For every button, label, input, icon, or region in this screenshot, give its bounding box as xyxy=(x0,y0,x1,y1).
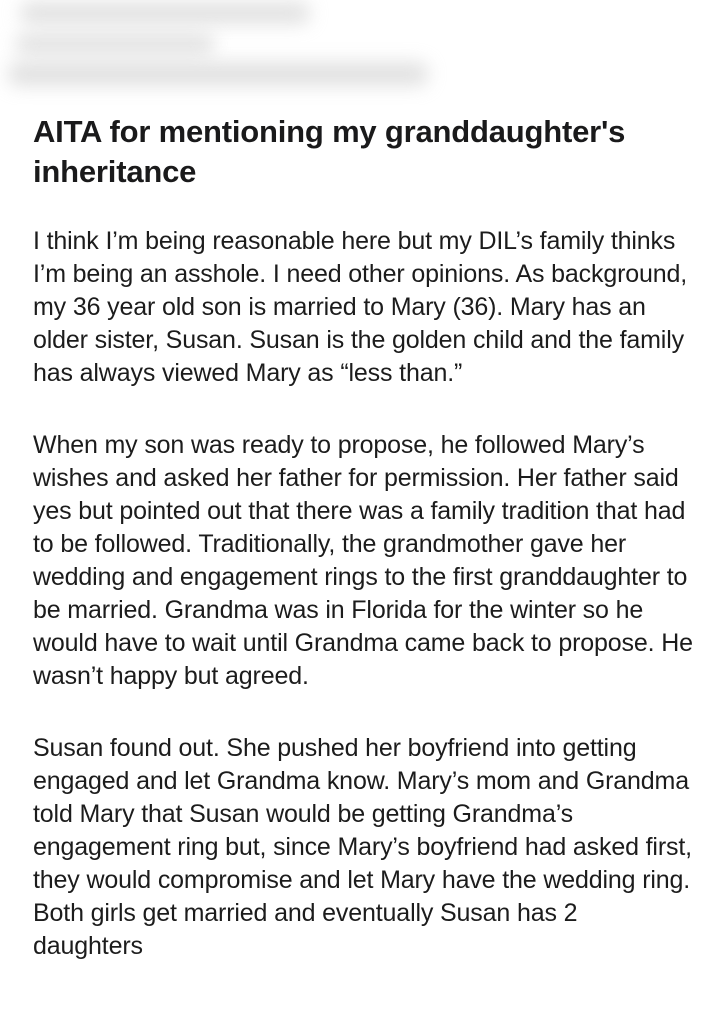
post-body xyxy=(33,225,693,963)
blurred-header-bar-1 xyxy=(20,2,310,24)
post xyxy=(33,112,693,1002)
post-paragraph: When my son was ready to propose, he followed Mary’s wishes and asked her father for permission. Her father said yes but pointed out that there was a family tradition that had to be followed. Traditionally, the grandmother gave her wedding and engagement rings to the first granddaughter to be married. Grandma was in Florida for the winter so he would have to wait until Grandma came back to propose. He wasn’t happy but agreed. xyxy=(33,431,693,690)
blurred-header xyxy=(0,0,720,105)
blurred-header-bar-2 xyxy=(15,34,215,54)
blurred-header-bar-3 xyxy=(8,62,428,86)
post-title: AITA for mentioning my granddaughter's inheritance xyxy=(33,114,626,189)
post-paragraph: Susan found out. She pushed her boyfriend into getting engaged and let Grandma know. Mary’s mom and Grandma told Mary that Susan would be getting Grandma’s engagement ring but, since Mary’s boyfriend had asked first, they would compromise and let Mary have the wedding ring. Both girls get married and eventually Susan has 2 daughters xyxy=(33,734,692,960)
post-paragraph: I think I’m being reasonable here but my DIL’s family thinks I’m being an asshole. I need other opinions. As background, my 36 year old son is married to Mary (36). Mary has an older sister, Susan. Susan is the golden child and the family has always viewed Mary as “less than.” xyxy=(33,227,688,387)
